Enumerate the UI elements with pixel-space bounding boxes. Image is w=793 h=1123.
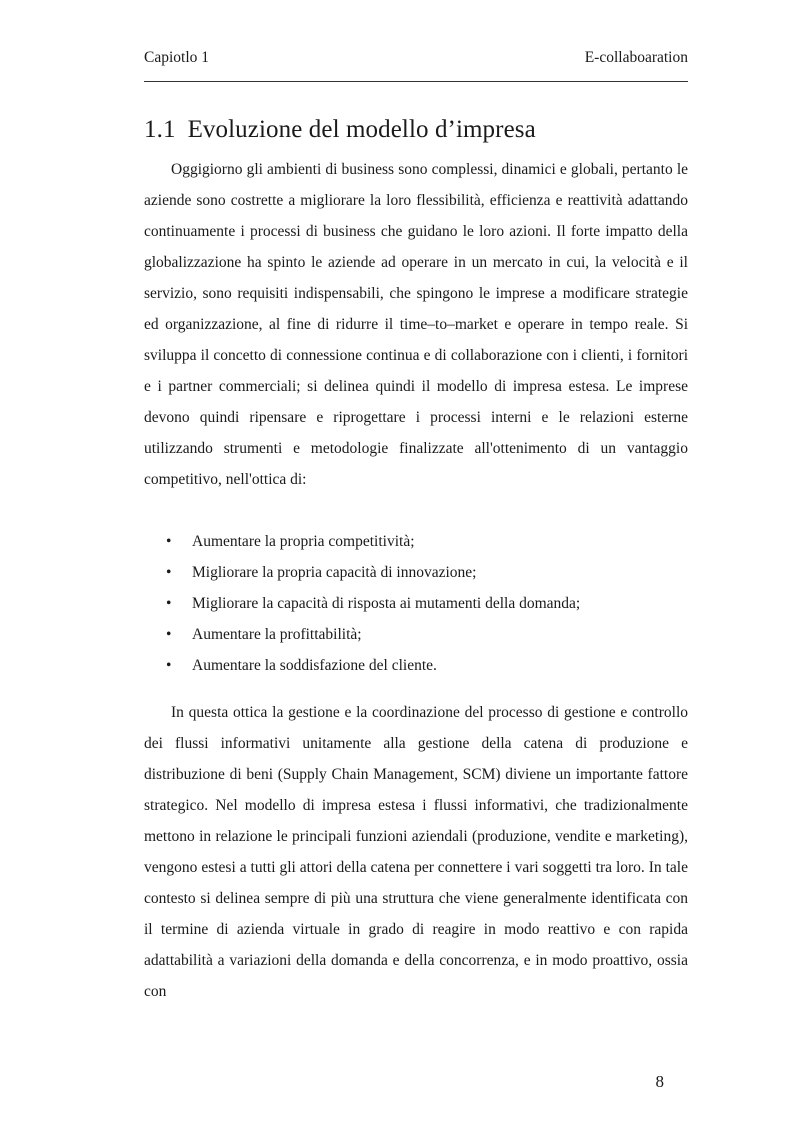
list-item <box>144 588 688 619</box>
paragraph: Oggigiorno gli ambienti di business sono complessi, dinamici e globali, pertanto le aziende sono costrette a migliorare la loro flessibilità, efficienza e reattività adattando continuamente i processi di business che guidano le loro azioni. Il forte impatto della globalizzazione ha spinto le aziende ad operare in un mercato in cui, la velocità e il servizio, sono requisiti indispensabili, che spingono le imprese a modificare strategie ed organizzazione, al fine di ridurre il time–to–market e operare in tempo reale. Si sviluppa il concetto di connessione continua e di collaborazione con i clienti, i fornitori e i partner commerciali; si delinea quindi il modello di impresa estesa. Le imprese devono quindi ripensare e riprogettare i processi interni e le relazioni esterne utilizzando strumenti e metodologie finalizzate all'ottenimento di un vantaggio competitivo, nell'ottica di: <box>144 161 688 488</box>
list-item <box>144 526 688 557</box>
header-topic: E-collaboaration <box>584 49 688 66</box>
list-item-text: Aumentare la soddisfazione del cliente. <box>192 657 437 674</box>
list-item <box>144 650 688 681</box>
list-item-text: Aumentare la propria competitività; <box>192 533 415 550</box>
list-item-text: Migliorare la propria capacità di innovazione; <box>192 564 477 581</box>
page-number: 8 <box>655 1072 664 1091</box>
section-title: Evoluzione del modello d’impresa <box>187 116 536 143</box>
header-rule <box>144 81 688 82</box>
bullet-list <box>144 526 688 681</box>
paragraph-2-block <box>144 697 688 1007</box>
section-number: 1.1 <box>144 116 176 143</box>
bullet-icon: • <box>166 626 172 643</box>
bullet-icon: • <box>166 533 172 550</box>
list-item-text: Aumentare la profittabilità; <box>192 626 362 643</box>
list-item <box>144 557 688 588</box>
bullet-icon: • <box>166 595 172 612</box>
bullet-icon: • <box>166 564 172 581</box>
running-header <box>144 47 688 69</box>
list-item <box>144 619 688 650</box>
paragraph: In questa ottica la gestione e la coordinazione del processo di gestione e controllo dei flussi informativi unitamente alla gestione della catena di produzione e distribuzione di beni (Supply Chain Management, SCM) diviene un importante fattore strategico. Nel modello di impresa estesa i flussi informativi, che tradizionalmente mettono in relazione le principali funzioni aziendali (produzione, vendite e marketing), vengono estesi a tutti gli attori della catena per connettere i vari soggetti tra loro. In tale contesto si delinea sempre di più una struttura che viene generalmente identificata con il termine di azienda virtuale in grado di reagire in modo reattivo e con rapida adattabilità a variazioni della domanda e della concorrenza, e in modo proattivo, ossia con <box>144 704 688 1000</box>
bullet-icon: • <box>166 657 172 674</box>
paragraph-1-block <box>144 154 688 495</box>
list-item-text: Migliorare la capacità di risposta ai mutamenti della domanda; <box>192 595 581 612</box>
header-chapter: Capiotlo 1 <box>144 49 210 66</box>
section-heading <box>144 113 536 147</box>
